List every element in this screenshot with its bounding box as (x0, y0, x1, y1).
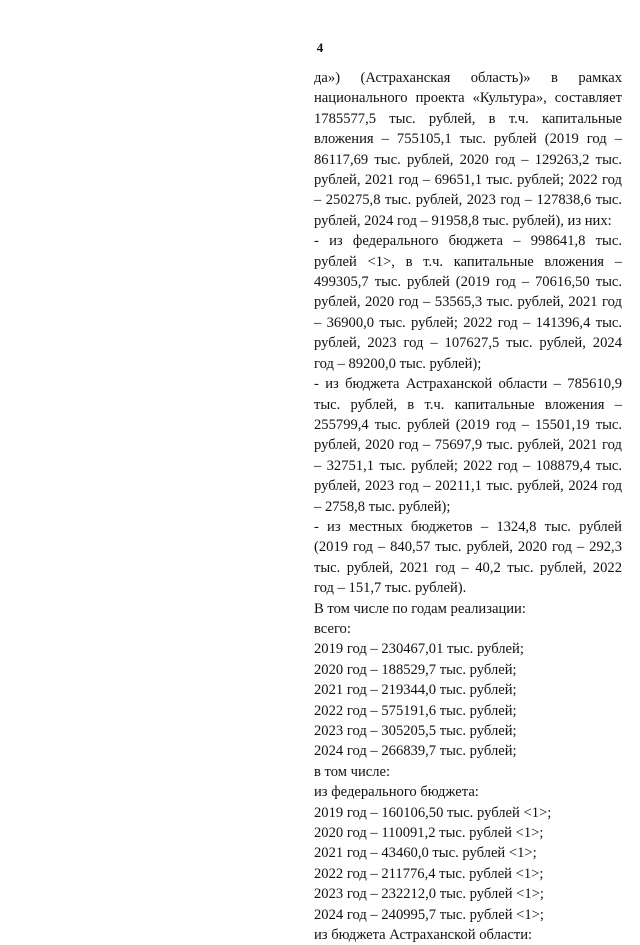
by-years-heading: В том числе по годам реализации: (314, 600, 526, 617)
total-line-2023: 2023 год – 305205,5 тыс. рублей; (314, 723, 517, 739)
total-line-2019: 2019 год – 230467,01 тыс. рублей; (314, 641, 524, 658)
local-budget-paragraph: - из местных бюджетов – 1324,8 тыс. рублей (2019 год – 840,57 тыс. рублей, 2020 год – 292,3 тыс. рублей, 2021 год – 40,2 тыс. рублей, 2022 год – 151,7 тыс. рублей). (314, 518, 622, 597)
federal-budget-paragraph: - из федерального бюджета – 998641,8 тыс. рублей <1>, в т.ч. капитальные вложения – 499305,7 тыс. рублей (2019 год – 70616,50 тыс. рублей, 2020 год – 53565,3 тыс. рублей, 2021 год – 36900,0 тыс. рублей; 2022 год – 141396,4 тыс. рублей, 2023 год – 107627,5 тыс. рублей, 2024 год – 89200,0 тыс. рублей); (314, 233, 622, 372)
total-line-2021: 2021 год – 219344,0 тыс. рублей; (314, 682, 517, 699)
funding-total-paragraph: да») (Астраханская область)» в рамках национального проекта «Культура», составляет 1785577,5 тыс. рублей, в т.ч. капитальные вложения – 755105,1 тыс. рублей (2019 год – 86117,69 тыс. рублей, 2020 год – 129263,2 тыс. рублей, 2021 год – 69651,1 тыс. рублей; 2022 год – 250275,8 тыс. рублей, 2023 год – 127838,6 тыс. рублей, 2024 год – 91958,8 тыс. рублей), из них: (314, 70, 622, 229)
federal-budget-label: из федерального бюджета: (314, 784, 479, 801)
regional-budget-label: из бюджета Астраханской области: (314, 927, 533, 944)
page-number: 4 (316, 40, 324, 55)
total-line-2024: 2024 год – 266839,7 тыс. рублей; (314, 743, 517, 760)
federal-line-2020: 2020 год – 110091,2 тыс. рублей <1>; (314, 825, 544, 842)
federal-line-2024: 2024 год – 240995,7 тыс. рублей <1>; (314, 906, 544, 923)
federal-line-2019: 2019 год – 160106,50 тыс. рублей <1>; (314, 804, 552, 821)
total-label: всего: (314, 620, 351, 637)
total-line-2022: 2022 год – 575191,6 тыс. рублей; (314, 702, 517, 719)
total-line-2020: 2020 год – 188529,7 тыс. рублей; (314, 661, 517, 678)
including-label: в том числе: (314, 763, 391, 780)
federal-line-2022: 2022 год – 211776,4 тыс. рублей <1>; (314, 865, 544, 882)
regional-budget-paragraph: - из бюджета Астраханской области – 785610,9 тыс. рублей, в т.ч. капитальные вложения – 255799,4 тыс. рублей (2019 год – 15501,19 тыс. рублей, 2020 год – 75697,9 тыс. рублей, 2021 год – 32751,1 тыс. рублей; 2022 год – 108879,4 тыс. рублей, 2023 год – 20211,1 тыс. рублей, 2024 год – 2758,8 тыс. рублей); (314, 376, 622, 515)
federal-line-2021: 2021 год – 43460,0 тыс. рублей <1>; (314, 845, 537, 862)
federal-line-2023: 2023 год – 232212,0 тыс. рублей <1>; (314, 886, 544, 903)
document-body (314, 68, 622, 945)
